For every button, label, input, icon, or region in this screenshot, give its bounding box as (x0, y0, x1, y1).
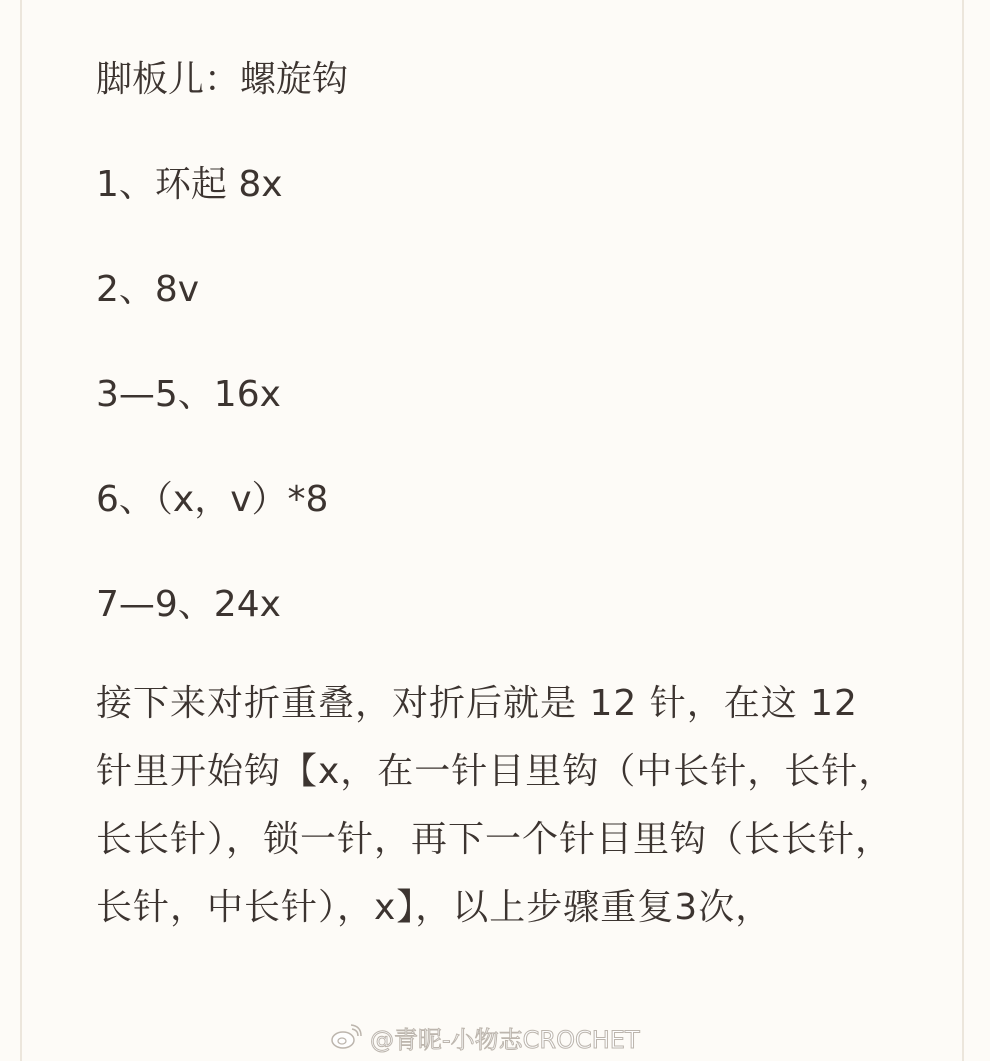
page-edge-right (962, 0, 964, 1061)
watermark (330, 1018, 640, 1056)
pattern-row-4: 6、（x，v）*8 (96, 479, 329, 520)
document-content (96, 50, 906, 942)
document-title: 脚板儿：螺旋钩 (96, 59, 349, 100)
pattern-row-2: 2、8v (96, 269, 200, 310)
pattern-row-3: 3—5、16x (96, 374, 281, 415)
pattern-row-1: 1、环起 8x (96, 164, 283, 205)
weibo-icon (330, 1024, 362, 1050)
pattern-row-5: 7—9、24x (96, 584, 281, 625)
watermark-text: @青昵-小物志CROCHET (370, 1025, 640, 1054)
instruction-paragraph: 接下来对折重叠，对折后就是 12 针，在这 12 针里开始钩【x，在一针目里钩（中长针，长针，长长针），锁一针，再下一个针目里钩（长长针，长针，中长针），x】，以上步骤重复3次， (96, 683, 896, 928)
page-edge-left (20, 0, 22, 1061)
